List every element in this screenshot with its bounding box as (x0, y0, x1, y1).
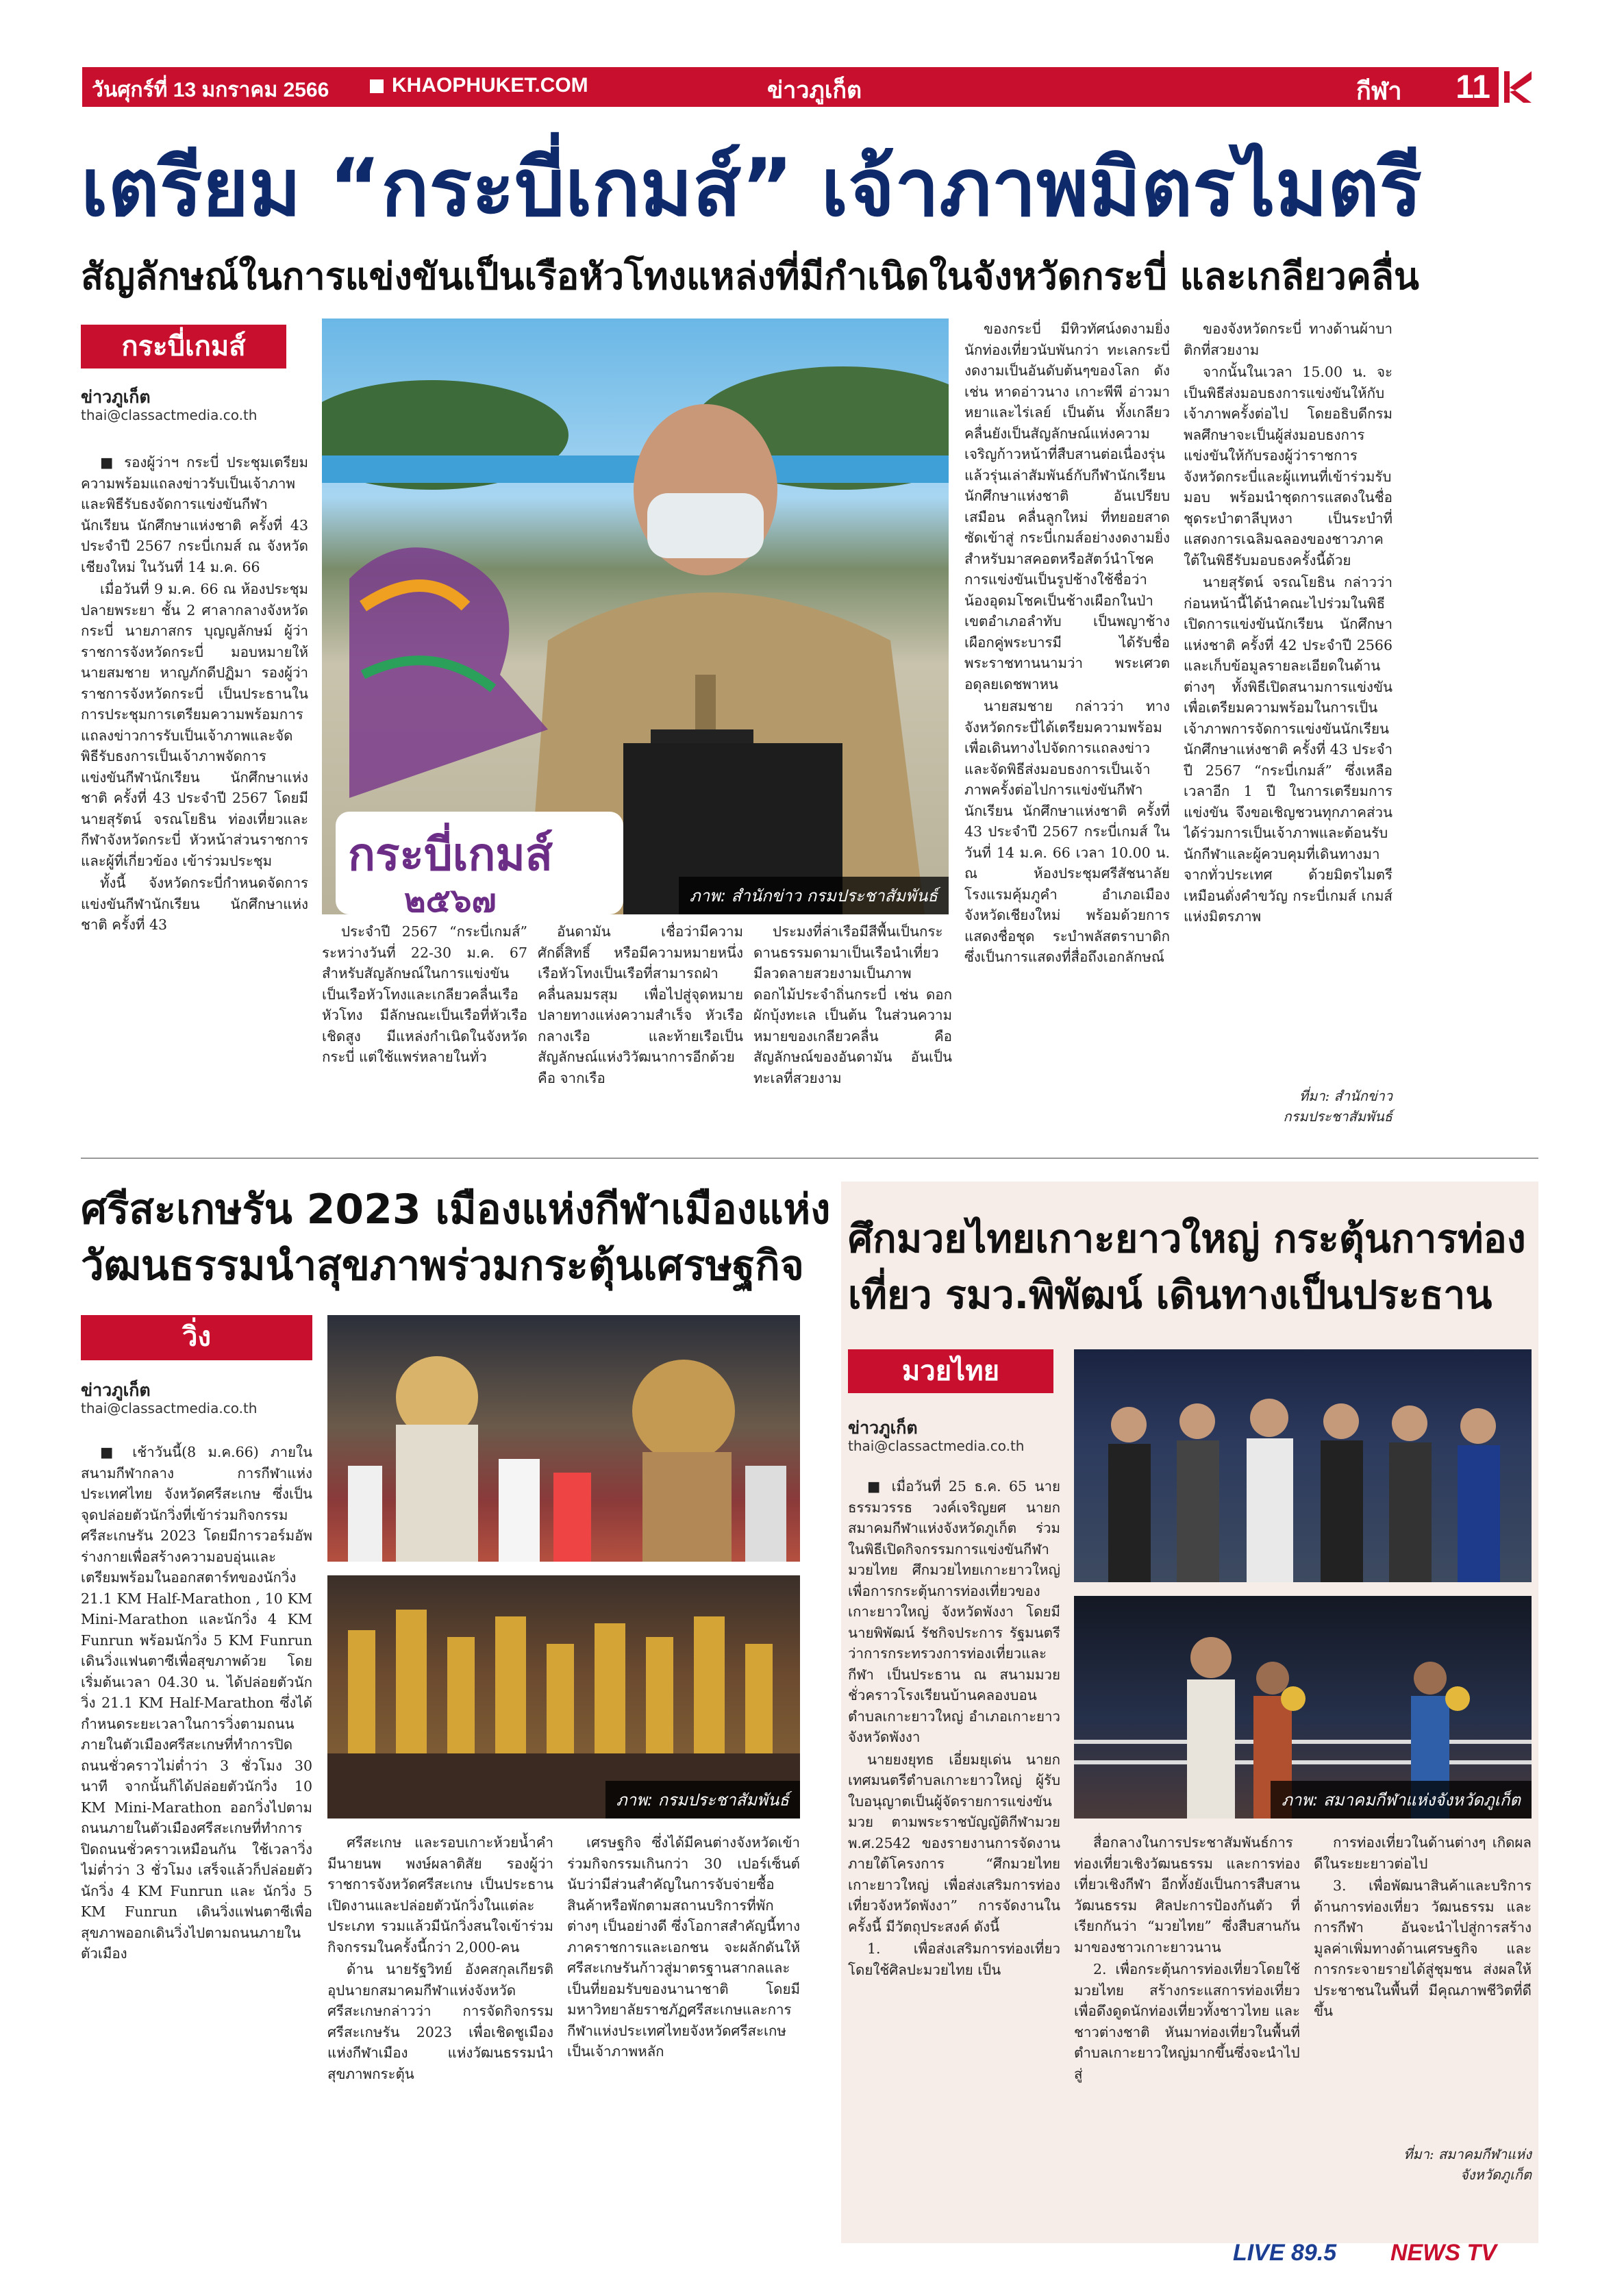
news-tv-logo: NEWS TV (1390, 2240, 1497, 2266)
story2-photo-trophies (327, 1575, 800, 1819)
story3-source: ที่มา: สมาคมกีฬาแห่ง จังหวัดภูเก็ต (1403, 2146, 1532, 2183)
story1-photo (322, 318, 949, 914)
square-bullet-icon (370, 79, 384, 93)
story3-photo-officials (1074, 1349, 1532, 1582)
photo-sign-text: กระบี่เกมส์ (348, 828, 553, 881)
story2-column-1: ■ เช้าวันนี้(8 ม.ค.66) ภายในสนามกีฬากลาง การกีฬาแห่งประเทศไทย จังหวัดศรีสะเกษ ซึ่งเป็นจุดปล่อยตัวนักวิ่งที่เข้าร่วมกิจกรรมศรีสะเกษรัน 2023 โดยมีการวอร์มอัพร่างกายเพื่อสร้างความอบอุ่นและเตรียมพร้อมในออกสตาร์ทของนักวิ่ง 21.1 KM Half-Marathon , 10 KM Mini-Marathon และนักวิ่ง 4 KM Funrun พร้อมนักวิ่ง 5 KM Funrun เดินวิ่งแฟนตาซีเพื่อสุขภาพด้วย โดยเริ่มต้นเวลา 04.30 น. ได้ปล่อยตัวนักวิ่ง 21.1 KM Half-Marathon ซึ่งได้กำหนดระยะเวลาในการวิ่งตามถนนภายในตัวเมืองศรีสะเกษที่ทำการปิดถนนชั่วคราวไม่ต่ำว่า 3 ชั่วโมง 30 นาที จากนั้นก็ได้ปล่อยตัวนักวิ่ง 10 KM Mini-Marathon ออกวิ่งไปตามถนนภายในตัวเมืองศรีสะเกษที่ทำการปิดถนนชั่วคราวเหมือนกัน ใช้เวลาวิ่งไม่ต่ำว่า 3 ชั่วโมง เสร็จแล้วก็ปล่อยตัวนักวิ่ง 4 KM Funrun และ นักวิ่ง 5 KM Funrun เดินวิ่งแฟนตาซีเพื่อสุขภาพออกเดินวิ่งไปตามถนนภายในตัวเมือง (81, 1444, 312, 1962)
story1-column-1: ■ รองผู้ว่าฯ กระบี่ ประชุมเตรียมความพร้อมแถลงข่าวรับเป็นเจ้าภาพ และพิธีรับธงจัดการแข่งขันกีฬานักเรียน นักศึกษาแห่งชาติ ครั้งที่ 43 ประจำปี 2567 กระบี่เกมส์ ณ จังหวัดเชียงใหม่ ในวันที่ 14 ม.ค. 66 เมื่อวันที่ 9 ม.ค. 66 ณ ห้องประชุมปลายพระยา ชั้น 2 ศาลากลางจังหวัดกระบี่ นายภาสกร บุญญลักษม์ ผู้ว่าราชการจังหวัดกระบี่ มอบหมายให้ นายสมชาย หาญภักดีปฏิมา รองผู้ว่าราชการจังหวัดกระบี่ เป็นประธานในการประชุมการเตรียมความพร้อมการแถลงข่าวการรับเป็นเจ้าภาพและจัดพิธีรับธงการเป็นเจ้าภาพจัดการแข่งขันกีฬานักเรียน นักศึกษาแห่งชาติ ครั้งที่ 43 ประจำปี 2567 โดยมี นายสุรัตน์ จรณโยธิน ท่องเที่ยวและกีฬาจังหวัดกระบี่ หัวหน้าส่วนราชการและผู้ที่เกี่ยวข้อง เข้าร่วมประชุม ทั้งนี้ จังหวัดกระบี่กำหนดจัดการแข่งขันกีฬานักเรียน นักศึกษาแห่งชาติ ครั้งที่ 43 (81, 454, 308, 933)
story2-email: thai@classactmedia.co.th (81, 1400, 258, 1416)
story1-column-2: ประจำปี 2567 “กระบี่เกมส์” ระหว่างวันที่ 22-30 ม.ค. 67 สำหรับสัญลักษณ์ในการแข่งขันเป็นเรือหัวโทงและเกลียวคลื่นเรือหัวโทง มีลักษณะเป็นเรือที่หัวเรือเชิดสูง มีแหล่งกำเนิดในจังหวัดกระบี่ แต่ใช้แพร่หลายในทั่ว (322, 923, 527, 1065)
story3-headline: ศึกมวยไทยเกาะยาวใหญ่ กระตุ้นการท่อง เที่ยว รมว.พิพัฒน์ เดินทางเป็นประธาน (848, 1216, 1526, 1318)
story3-author: ข่าวภูเก็ต (848, 1418, 918, 1438)
header-section: กีฬา (1356, 77, 1402, 105)
story1-photo-caption: ภาพ: สำนักข่าว กรมประชาสัมพันธ์ (679, 877, 949, 914)
section-divider (81, 1158, 1538, 1159)
story1-column-5: ของกระบี่ มีทิวทัศน์งดงามยิ่ง นักท่องเที่ยวนับพันกว่า ทะเลกระบี่งดงามเป็นอันดับต้นๆของโลก ดังเช่น หาดอ่าวนาง เกาะพีพี อ่าวมาหยาและไร่เลย์ เป็นต้น ทั้งเกลียวคลื่นยังเป็นสัญลักษณ์แห่งความเจริญก้าวหน้าที่สืบสานต่อเนื่องรุ่นแล้วรุ่นเล่าสัมพันธ์กับกีฬานักเรียน นักศึกษาแห่งชาติ อันเปรียบเสมือน คลื่นลูกใหม่ ที่ทยอยสาดซัดเข้าสู่ กระบี่เกมส์อย่างงดงามยิ่ง สำหรับมาสคอตหรือสัตว์นำโชคการแข่งขันเป็นรูปช้างใช้ชื่อว่าน้องอุดมโชคเป็นช้างเผือกในป่าเขตอำเภอลำทับ เป็นพญาช้างเผือกคู่พระบารมี ได้รับชื่อพระราชทานนามว่า พระเศวตอดุลยเดชพาหน นายสมชาย กล่าวว่า ทางจังหวัดกระบี่ได้เตรียมความพร้อมเพื่อเดินทางไปจัดการแถลงข่าวและจัดพิธีส่งมอบธงการเป็นเจ้าภาพครั้งต่อไปการแข่งขันกีฬานักเรียน นักศึกษาแห่งชาติ ครั้งที่ 43 ประจำปี 2567 กระบี่เกมส์ ในวันที่ 14 ม.ค. 66 เวลา 10.00 น. ณ ห้องประชุมศรีสัชนาลัย โรงแรมคุ้มภูคำ อำเภอเมือง จังหวัดเชียงใหม่ พร้อมด้วยการแสดงชื่อชุด ระบำพลัสตราบาดิก ซึ่งเป็นการแสดงที่สื่อถึงเอกลักษณ์ (964, 321, 1170, 965)
story1-headline: เตรียม “กระบี่เกมส์” เจ้าภาพมิตรไมตรี (81, 142, 1422, 234)
story1-source: ที่มา: สำนักข่าว กรมประชาสัมพันธ์ (1283, 1088, 1392, 1125)
story3-column-2: สื่อกลางในการประชาสัมพันธ์การท่องเที่ยวเชิงวัฒนธรรม และการท่องเที่ยวเชิงกีฬา อีกทั้งยังเป็นการสืบสานวัฒนธรรม ศิลปะการป้องกันตัว ที่เรียกกันว่า “มวยไทย” ซึ่งสืบสานกันมาของชาวเกาะยาวนาน 2. เพื่อกระตุ้นการท่องเที่ยวโดยใช้มวยไทย สร้างกระแสการท่องเที่ยว เพื่อดึงดูดนักท่องเที่ยวทั้งชาวไทย และชาวต่างชาติ หันมาท่องเที่ยวในพื้นที่ตำบลเกาะยาวใหญ่มากขึ้นซึ่งจะนำไปสู่ (1074, 1834, 1300, 2082)
story1-column-4: ประมงที่ล่าเรือมีสีพื้นเป็นกระดานธรรมดามาเป็นเรือนำเที่ยว มีลวดลายสวยงามเป็นภาพดอกไม้ประจำถิ่นกระบี่ เช่น ดอกผักบุ้งทะเล เป็นต้น ในส่วนความหมายของเกลียวคลื่น คือสัญลักษณ์ของอันดามัน อันเป็นทะเลที่สวยงาม (753, 923, 952, 1086)
story3-photo-boxers (1074, 1596, 1532, 1819)
story1-column-6: ของจังหวัดกระบี่ ทางด้านผ้าบาติกที่สวยงาม จากนั้นในเวลา 15.00 น. จะเป็นพิธีส่งมอบธงการแข่งขันให้กับเจ้าภาพครั้งต่อไป โดยอธิบดีกรมพลศึกษาจะเป็นผู้ส่งมอบธงการแข่งขันให้กับรองผู้ว่าราชการจังหวัดกระบี่และผู้แทนที่เข้าร่วมรับมอบ พร้อมนำชุดการแสดงในชื่อชุดระบำตาลีบุหงา เป็นระบำที่แสดงการเฉลิมฉลองของชาวภาคใต้ในพิธีรับมอบธงครั้งนี้ด้วย นายสุรัตน์ จรณโยธิน กล่าวว่า ก่อนหน้านี้ได้นำคณะไปร่วมในพิธีเปิดการแข่งขันนักเรียน นักศึกษาแห่งชาติ ครั้งที่ 42 ประจำปี 2566 และเก็บข้อมูลรายละเอียดในด้านต่างๆ ทั้งพิธีเปิดสนามการแข่งขันเพื่อเตรียมความพร้อมในการเป็นเจ้าภาพการจัดการแข่งขันนักเรียน นักศึกษาแห่งชาติ ครั้งที่ 43 ประจำปี 2567 “กระบี่เกมส์” ซึ่งเหลือเวลาอีก 1 ปี ในการเตรียมการแข่งขัน จึงขอเชิญชวนทุกภาคส่วนได้ร่วมการเป็นเจ้าภาพและต้อนรับนักกีฬาและผู้ควบคุมที่เดินทางมาจากทั่วประเทศ ด้วยมิตรไมตรีเหมือนดั่งคำขวัญ กระบี่เกมส์ เกมส์แห่งมิตรภาพ (1184, 321, 1392, 925)
corner-logo-icon (1499, 67, 1538, 107)
story2-author: ข่าวภูเก็ต (81, 1380, 151, 1400)
story2-column-2: ศรีสะเกษ และรอบเกาะห้วยน้ำคำ มีนายนพ พงษ์ผลาติสัย รองผู้ว่าราชการจังหวัดศรีสะเกษ เป็นประธานเปิดงานและปล่อยตัวนักวิ่งในแต่ละประเภท รวมแล้วมีนักวิ่งสนใจเข้าร่วมกิจกรรมในครั้งนี้กว่า 2,000-คน ด้าน นายรัฐวิทย์ อังคสกุลเกียรติ อุปนายกสมาคมกีฬาแห่งจังหวัดศรีสะเกษกล่าวว่า การจัดกิจกรรมศรีสะเกษรัน 2023 เพื่อเชิดชูเมืองแห่งกีฬาเมือง แห่งวัฒนธรรมนำสุขภาพกระตุ้น (327, 1834, 553, 2082)
header-date: วันศุกร์ที่ 13 มกราคม 2566 (92, 79, 329, 101)
story1-tag: กระบี่เกมส์ (81, 325, 286, 368)
story3-photo-caption: ภาพ: สมาคมกีฬาแห่งจังหวัดภูเก็ต (1271, 1781, 1532, 1819)
story3-column-1: ■ เมื่อวันที่ 25 ธ.ค. 65 นายธรรมวรรธ วงค์เจริญยศ นายกสมาคมกีฬาแห่งจังหวัดภูเก็ต ร่วมในพิธีเปิดกิจกรรมการแข่งขันกีฬามวยไทย ศึกมวยไทยเกาะยาวใหญ่ เพื่อการกระตุ้นการท่องเที่ยวของเกาะยาวใหญ่ จังหวัดพังงา โดยมี นายพิพัฒน์ รัชกิจประการ รัฐมนตรีว่าการกระทรวงการท่องเที่ยวและกีฬา เป็นประธาน ณ สนามมวยชั่วคราวโรงเรียนบ้านคลองบอน ตำบลเกาะยาวใหญ่ อำเภอเกาะยาว จังหวัดพังงา นายยงยุทธ เอี่ยมยุเด่น นายกเทศมนตรีตำบลเกาะยาวใหญ่ ผู้รับใบอนุญาตเป็นผู้จัดรายการแข่งขันมวย ตามพระราชบัญญัติกีฬามวย พ.ศ.2542 ของรายงานการจัดงานภายใต้โครงการ “ศึกมวยไทยเกาะยาวใหญ่ เพื่อส่งเสริมการท่องเที่ยวจังหวัดพังงา” การจัดงานในครั้งนี้ มีวัตถุประสงค์ ดังนี้ 1. เพื่อส่งเสริมการท่องเที่ยว โดยใช้ศิลปะมวยไทย เป็น (848, 1478, 1060, 1978)
header-paper-logo: ข่าวภูเก็ต (767, 77, 862, 103)
story1-email: thai@classactmedia.co.th (81, 407, 258, 423)
photo-sign-year: ๒๕๖๗ (404, 882, 497, 914)
story2-column-3: เศรษฐกิจ ซึ่งได้มีคนต่างจังหวัดเข้าร่วมกิจกรรมเกินกว่า 30 เปอร์เซ็นต์ นับว่ามีส่วนสำคัญในการจับจ่ายซื้อสินค้าหรือพักตามสถานบริการที่พักต่างๆ เป็นอย่างดี ซึ่งโอกาสสำคัญนี้ทางภาคราชการและเอกชน จะผลักดันให้ศรีสะเกษรันก้าวสู่มาตรฐานสากลและเป็นที่ยอมรับของนานาชาติ โดยมีมหาวิทยาลัยราชภัฏศรีสะเกษและการกีฬาแห่งประเทศไทยจังหวัดศรีสะเกษเป็นเจ้าภาพหลัก (567, 1834, 800, 2060)
page-number: 11 (1456, 69, 1490, 105)
story2-tag: วิ่ง (81, 1315, 312, 1360)
story1-column-3: อันดามัน เชื่อว่ามีความศักดิ์สิทธิ์ หรือมีความหมายหนึ่งเรือหัวโทงเป็นเรือที่สามารถฝ่าคลื่นลมมรสุม เพื่อไปสู่จุดหมายปลายทางแห่งความสำเร็จ หัวเรือ กลางเรือ และท้ายเรือเป็นสัญลักษณ์แห่งวิวัฒนาการอีกด้วย คือ จากเรือ (538, 923, 743, 1086)
story2-photo-runners (327, 1315, 800, 1562)
header-bar (82, 67, 1538, 107)
story3-column-3: การท่องเที่ยวในด้านต่างๆ เกิดผลดีในระยะยาวต่อไป 3. เพื่อพัฒนาสินค้าและบริการด้านการท่องเที่ยว วัฒนธรรม และการกีฬา อันจะนำไปสู่การสร้างมูลค่าเพิ่มทางด้านเศรษฐกิจ และการกระจายรายได้สู่ชุมชน ส่งผลให้ประชาชนในพื้นที่ มีคุณภาพชีวิตที่ดีขึ้น (1314, 1834, 1532, 2019)
story3-email: thai@classactmedia.co.th (848, 1438, 1025, 1454)
story2-photo-caption: ภาพ: กรมประชาสัมพันธ์ (605, 1781, 800, 1819)
story1-subhead: สัญลักษณ์ในการแข่งขันเป็นเรือหัวโทงแหล่งที่มีกำเนิดในจังหวัดกระบี่ และเกลียวคลื่น (81, 255, 1419, 298)
live-radio-logo: LIVE 89.5 (1233, 2240, 1337, 2266)
story1-author: ข่าวภูเก็ต (81, 387, 151, 407)
header-site: KHAOPHUKET.COM (392, 74, 588, 97)
story3-tag: มวยไทย (848, 1349, 1053, 1393)
story2-headline: ศรีสะเกษรัน 2023 เมืองแห่งกีฬาเมืองแห่ง วัฒนธรรมนำสุขภาพร่วมกระตุ้นเศรษฐกิจ (81, 1186, 831, 1290)
